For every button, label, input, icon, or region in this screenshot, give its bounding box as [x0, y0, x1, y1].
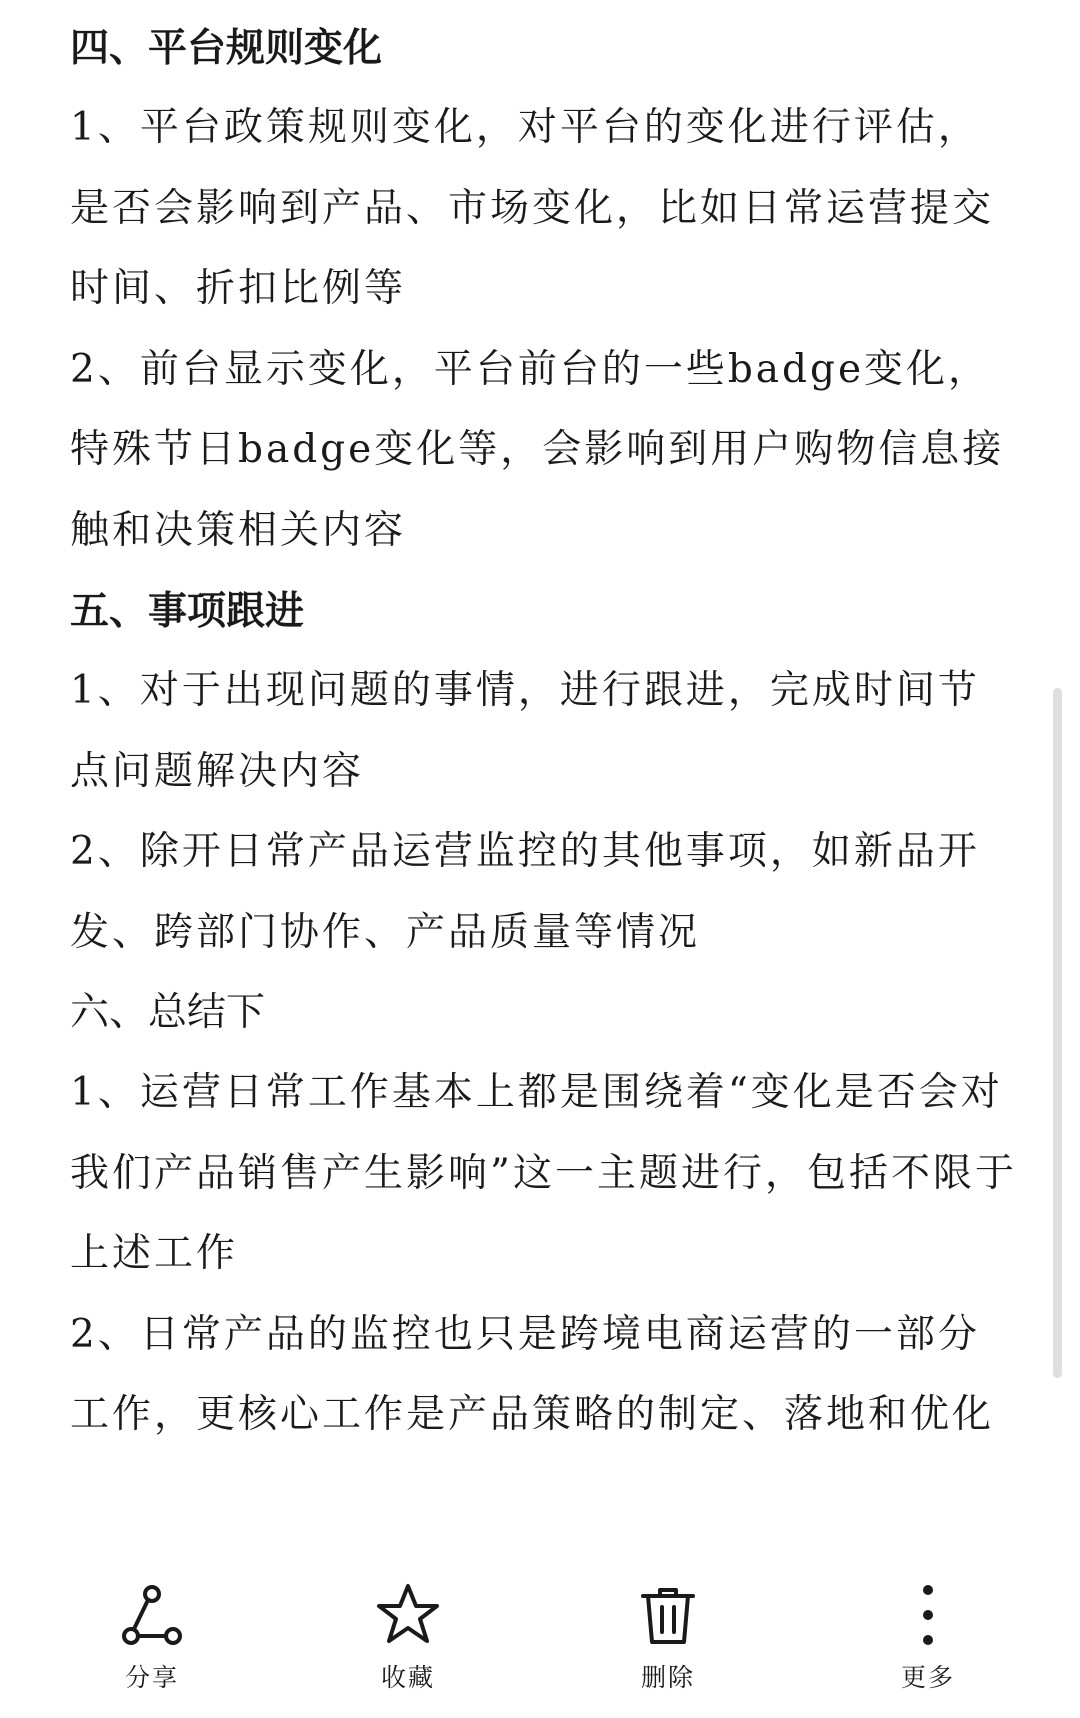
- article-content: [70, 8, 1020, 1456]
- bottom-action-bar: [0, 1560, 1080, 1718]
- paragraph: 2、日常产品的监控也只是跨境电商运营的一部分工作，更核心工作是产品策略的制定、落地和优化: [70, 1311, 995, 1437]
- paragraph: 1、对于出现问题的事情，进行跟进，完成时间节点问题解决内容: [70, 668, 980, 794]
- paragraph: 2、前台显示变化，平台前台的一些badge变化，特殊节日badge变化等，会影响到用户购物信息接触和决策相关内容: [70, 346, 1005, 553]
- delete-button[interactable]: [588, 1582, 748, 1702]
- delete-label: 删除: [640, 1663, 695, 1692]
- paragraph: 2、除开日常产品运营监控的其他事项，如新品开发、跨部门协作、产品质量等情况: [70, 829, 980, 955]
- paragraph: 1、运营日常工作基本上都是围绕着“变化是否会对我们产品销售产生影响”这一主题进行，包括不限于上述工作: [70, 1070, 1017, 1276]
- paragraph: 1、平台政策规则变化，对平台的变化进行评估，是否会影响到产品、市场变化，比如日常运营提交时间、折扣比例等: [70, 105, 995, 311]
- section-heading-5: 五、事项跟进: [70, 588, 305, 634]
- scrollbar[interactable]: [1053, 688, 1062, 1378]
- share-button[interactable]: [72, 1582, 232, 1702]
- more-button[interactable]: [848, 1582, 1008, 1702]
- more-label: 更多: [900, 1663, 955, 1692]
- star-icon: [375, 1582, 441, 1648]
- more-vertical-icon: [895, 1582, 961, 1648]
- share-label: 分享: [124, 1663, 179, 1692]
- share-icon: [119, 1582, 185, 1648]
- section-heading-6: 六、总结下: [70, 990, 266, 1035]
- trash-icon: [635, 1582, 701, 1648]
- section-heading-4: 四、平台规则变化: [70, 25, 383, 71]
- favorite-button[interactable]: [328, 1582, 488, 1702]
- favorite-label: 收藏: [380, 1663, 435, 1692]
